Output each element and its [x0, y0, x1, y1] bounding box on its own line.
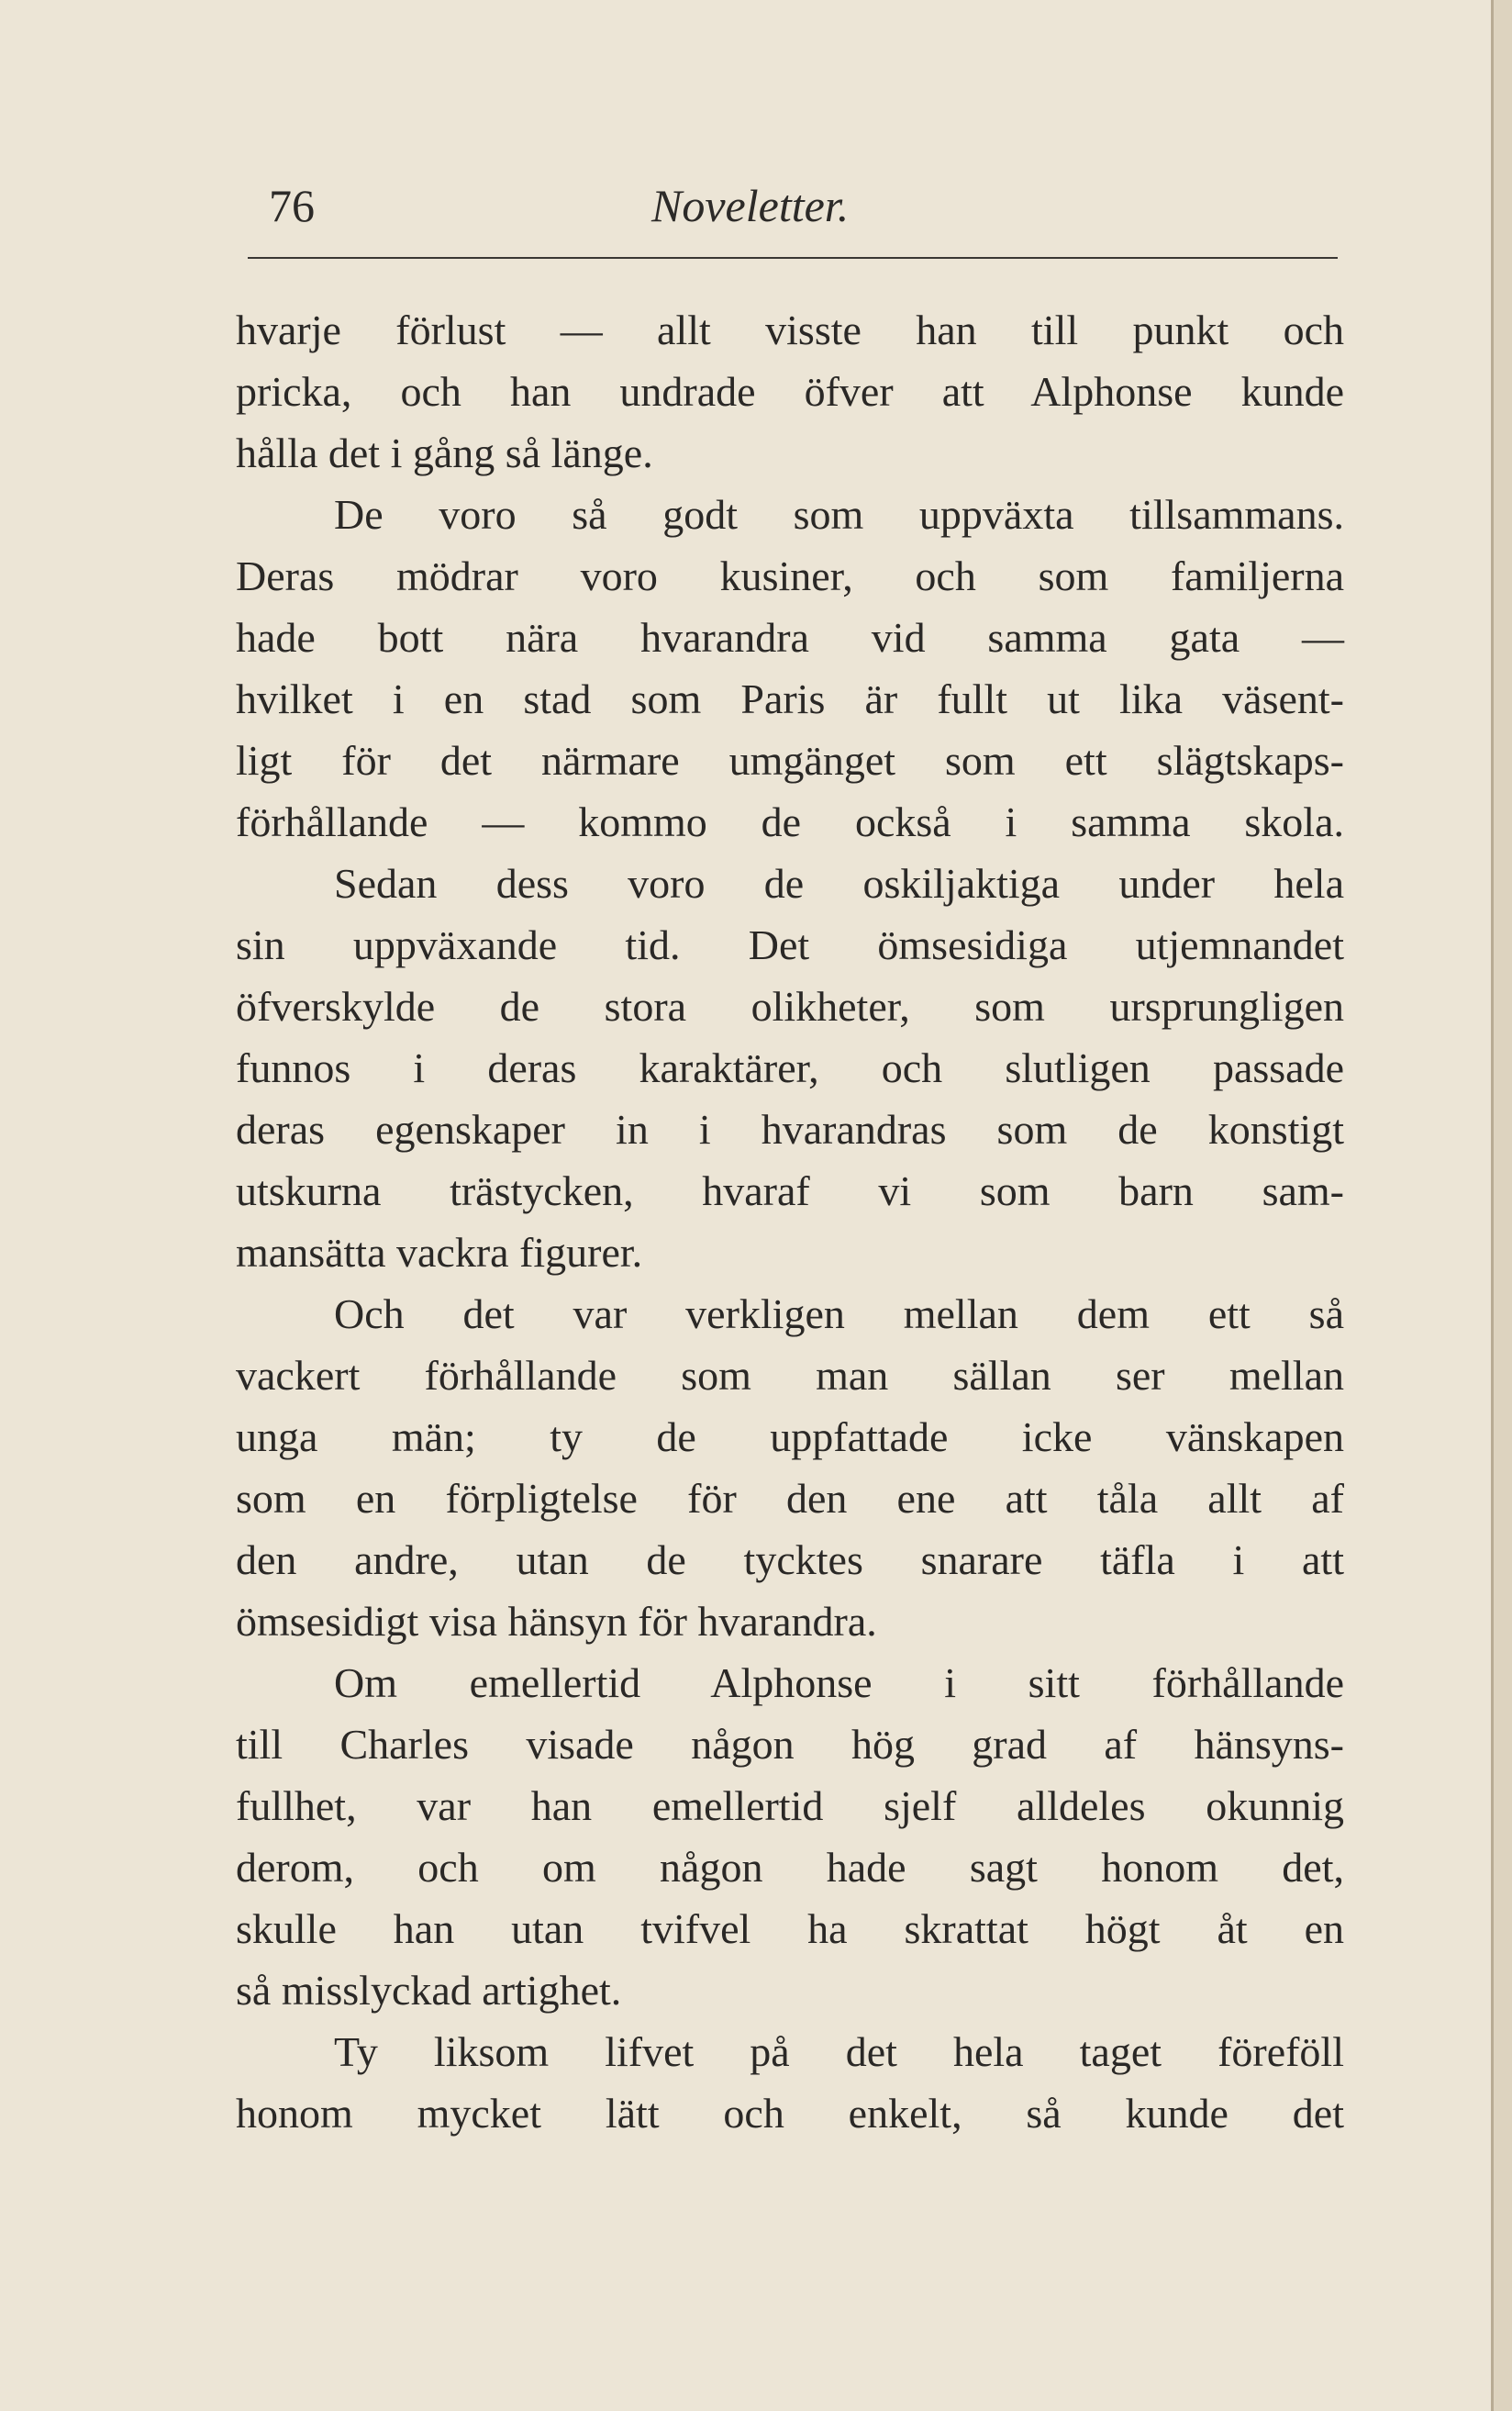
- text-line: skulle han utan tvifvel ha skrattat högt åt en: [236, 1905, 1344, 1952]
- text-line: Om emellertid Alphonse i sitt förhållande: [334, 1659, 1344, 1706]
- text-line: ligt för det närmare umgänget som ett slägtskaps-: [236, 737, 1344, 784]
- text-line: Ty liksom lifvet på det hela taget föreföll: [334, 2028, 1344, 2075]
- text-line: fullhet, var han emellertid sjelf alldeles okunnig: [236, 1782, 1344, 1829]
- header-rule: [248, 257, 1338, 259]
- text-line: som en förpligtelse för den ene att tåla allt af: [236, 1475, 1344, 1522]
- text-line: funnos i deras karaktärer, och slutligen passade: [236, 1044, 1344, 1091]
- page-number: 76: [269, 180, 315, 231]
- body-text: [236, 299, 1344, 2144]
- text-line: pricka, och han undrade öfver att Alphonse kunde: [236, 368, 1344, 415]
- text-line: honom mycket lätt och enkelt, så kunde det: [236, 2090, 1344, 2137]
- running-title: Noveletter.: [651, 180, 850, 231]
- text-line: hvilket i en stad som Paris är fullt ut lika väsent-: [236, 675, 1344, 722]
- text-line: sin uppväxande tid. Det ömsesidiga utjemnandet: [236, 921, 1344, 968]
- text-line: De voro så godt som uppväxta tillsammans.: [334, 491, 1344, 538]
- text-line: mansätta vackra figurer.: [236, 1229, 643, 1276]
- page-edge: [1491, 0, 1512, 2411]
- text-line: öfverskylde de stora olikheter, som ursprungligen: [236, 983, 1344, 1030]
- text-line: förhållande — kommo de också i samma skola.: [236, 798, 1344, 845]
- text-line: Sedan dess voro de oskiljaktiga under hela: [334, 860, 1344, 907]
- text-line: Deras mödrar voro kusiner, och som familjerna: [236, 553, 1344, 599]
- text-line: utskurna trästycken, hvaraf vi som barn sam-: [236, 1167, 1344, 1214]
- text-line: ömsesidigt visa hänsyn för hvarandra.: [236, 1598, 877, 1645]
- text-line: hade bott nära hvarandra vid samma gata —: [236, 614, 1344, 661]
- text-line: deras egenskaper in i hvarandras som de konstigt: [236, 1106, 1344, 1153]
- text-line: unga män; ty de uppfattade icke vänskapen: [236, 1413, 1344, 1460]
- text-line: Och det var verkligen mellan dem ett så: [334, 1290, 1344, 1337]
- text-line: hålla det i gång så länge.: [236, 430, 653, 476]
- text-line: till Charles visade någon hög grad af hänsyns-: [236, 1721, 1344, 1768]
- text-line: så misslyckad artighet.: [236, 1967, 622, 2014]
- text-line: vackert förhållande som man sällan ser mellan: [236, 1352, 1344, 1399]
- text-line: derom, och om någon hade sagt honom det,: [236, 1844, 1344, 1891]
- text-line: den andre, utan de tycktes snarare täfla i att: [236, 1536, 1344, 1583]
- text-line: hvarje förlust — allt visste han till punkt och: [236, 307, 1344, 353]
